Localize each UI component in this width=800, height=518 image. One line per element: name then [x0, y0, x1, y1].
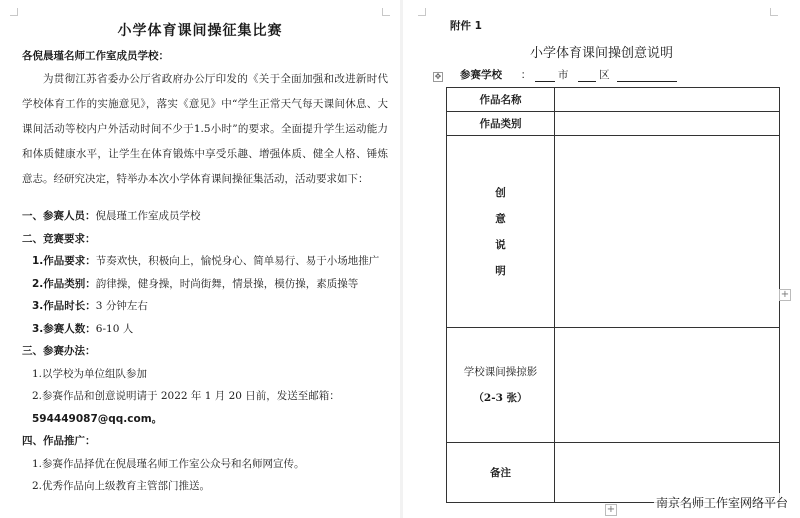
req-4-label: 3.参赛人数： [32, 322, 96, 335]
method-1: 1.以学校为单位组队参加 [32, 367, 148, 380]
salutation: 各倪晨瑾名师工作室成员学校： [22, 50, 169, 62]
add-row-icon[interactable]: + [606, 504, 616, 515]
section-method-heading: 三、参赛办法： [22, 345, 96, 357]
district-blank[interactable] [578, 70, 596, 82]
creative-description-cell[interactable] [555, 136, 780, 328]
school-line [460, 67, 677, 82]
intro-paragraph: 为贯彻江苏省委办公厅省政府办公厅印发的《关于全面加强和改进新时代学校体育工作的实施意见》，落实《意见》中“学生正常天气每天课间休息、大课间活动等校内户外活动时间不少于1.5小时”的要求。全面提升学生运动能力和体质健康水平，让学生在体育锻炼中享受乐趣、增强体质、健全人格、锤炼意志。经研究决定，特举办本次小学体育课间操征集活动，活动要求如下： [22, 73, 388, 185]
table-move-handle-icon[interactable]: ✥ [434, 72, 442, 81]
section-promotion-heading: 四、作品推广： [22, 435, 96, 447]
req-4-text: 6-10 人 [95, 322, 134, 335]
creative-description-table [446, 87, 780, 503]
req-1-label: 1.作品要求： [32, 255, 96, 267]
photos-cell[interactable] [555, 328, 780, 443]
submission-email: 594449087@qq.com。 [32, 412, 163, 425]
section-requirements-heading: 二、竞赛要求： [22, 232, 96, 245]
form-title: 小学体育课间操创意说明 [529, 46, 673, 61]
req-3-label: 3.作品时长： [32, 300, 96, 312]
photos-count: （2-3 张） [473, 392, 528, 404]
crop-mark [10, 8, 18, 16]
promotion-2: 2.优秀作品向上级教育主管部门推送。 [32, 480, 211, 492]
section-participants-text: 倪晨瑾工作室成员学校 [95, 210, 201, 222]
crop-mark [770, 8, 778, 16]
work-category-cell[interactable] [555, 112, 780, 136]
remarks-label: 备注 [447, 443, 555, 503]
annex-label: 附件 1 [450, 20, 482, 32]
crop-mark [418, 8, 426, 16]
district-label: 区 [599, 69, 610, 81]
school-label: 参赛学校 [460, 69, 502, 81]
school-name-blank[interactable] [617, 70, 677, 82]
section-participants-heading: 一、参赛人员： [22, 210, 96, 222]
method-2: 2.参赛作品和创意说明请于 2022 年 1 月 20 日前，发送至邮箱： [32, 390, 340, 402]
creative-description-label [447, 136, 555, 328]
creative-char: 创 [495, 186, 506, 199]
add-column-icon[interactable]: + [780, 289, 790, 300]
work-name-cell[interactable] [555, 88, 780, 112]
creative-char: 意 [495, 212, 506, 225]
notice-sections [22, 205, 379, 498]
work-name-label: 作品名称 [447, 88, 555, 112]
creative-char: 说 [495, 238, 506, 251]
req-2-text: 韵律操，健身操，时尚街舞，情景操，模仿操，素质操等 [95, 277, 359, 290]
photos-label [447, 328, 555, 443]
watermark-text: 南京名师工作室网络平台 [654, 493, 790, 512]
req-3-text: 3 分钟左右 [95, 300, 148, 312]
city-blank[interactable] [535, 70, 555, 82]
creative-char: 明 [495, 264, 506, 277]
work-category-label: 作品类别 [447, 112, 555, 136]
req-2-label: 2.作品类别： [32, 277, 96, 290]
notice-title: 小学体育课间操征集比赛 [117, 23, 283, 39]
crop-mark [382, 8, 390, 16]
city-label: 市 [557, 69, 569, 81]
promotion-1: 1.参赛作品择优在倪晨瑾名师工作室公众号和名师网宣传。 [32, 457, 305, 470]
photos-label-text: 学校课间操掠影 [463, 366, 538, 378]
req-1-text: 节奏欢快，积极向上，愉悦身心、简单易行、易于小场地推广 [95, 255, 380, 267]
school-colon: ： [520, 69, 532, 81]
